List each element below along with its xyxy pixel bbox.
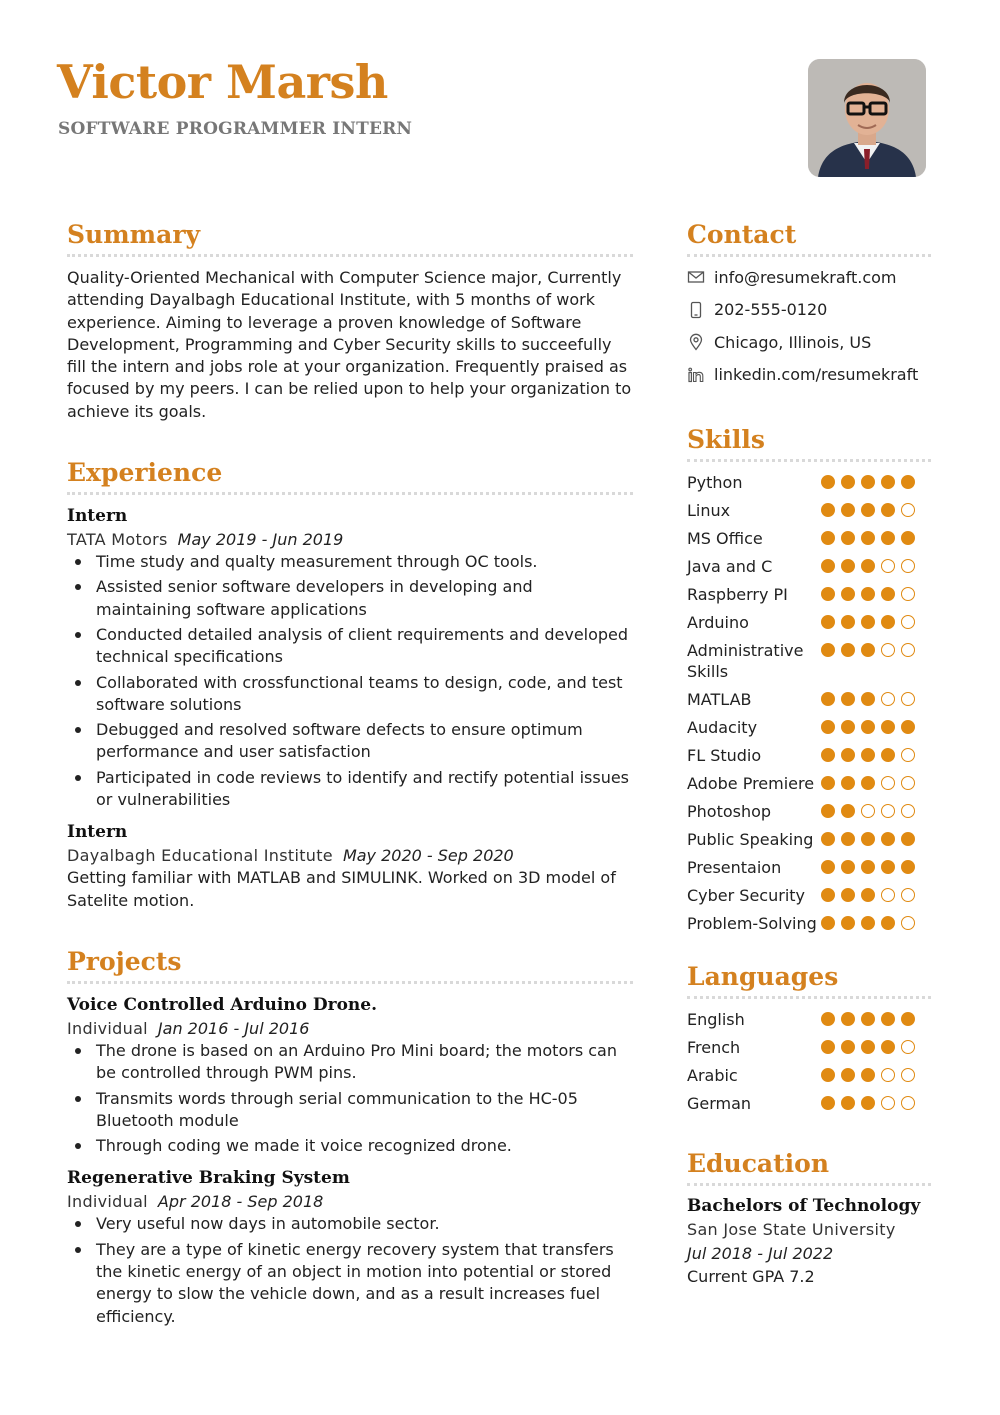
skill-row-name: Photoshop — [687, 801, 772, 821]
skill-row-name: FL Studio — [687, 745, 762, 765]
skill-row-rating — [821, 773, 915, 790]
skill-row-rating — [821, 745, 915, 762]
rating-dot-empty-icon — [901, 1068, 915, 1082]
rating-dot-empty-icon — [901, 692, 915, 706]
languages-section — [687, 960, 931, 1117]
phone-icon — [687, 301, 705, 319]
bullet-icon — [75, 1143, 81, 1149]
rating-dot-filled-icon — [841, 559, 855, 573]
rating-dot-empty-icon — [901, 776, 915, 790]
experience-divider — [67, 492, 633, 495]
skill-row-name: Linux — [687, 500, 731, 520]
bullet-item — [67, 576, 633, 621]
rating-dot-filled-icon — [861, 1096, 875, 1110]
education-school: San Jose State University — [687, 1220, 896, 1239]
rating-dot-filled-icon — [901, 1012, 915, 1026]
skill-row-rating — [821, 500, 915, 517]
rating-dot-filled-icon — [861, 1068, 875, 1082]
bullet-item — [67, 767, 633, 812]
skills-heading: Skills — [687, 425, 765, 454]
skill-row — [687, 853, 931, 881]
contact-phone-text: 202-555-0120 — [714, 300, 828, 320]
rating-dot-filled-icon — [861, 916, 875, 930]
rating-dot-filled-icon — [821, 615, 835, 629]
bullet-text: Through coding we made it voice recognized drone. — [96, 1136, 512, 1156]
rating-dot-filled-icon — [821, 1012, 835, 1026]
rating-dot-filled-icon — [841, 804, 855, 818]
skill-row-rating — [821, 584, 915, 601]
rating-dot-filled-icon — [861, 531, 875, 545]
rating-dot-filled-icon — [881, 615, 895, 629]
bullet-icon — [75, 680, 81, 686]
contact-divider — [687, 254, 931, 257]
skill-row — [687, 713, 931, 741]
rating-dot-filled-icon — [841, 1096, 855, 1110]
bullet-text: Debugged and resolved software defects to ensure optimum performance and user satisfaction — [96, 720, 583, 762]
rating-dot-filled-icon — [881, 587, 895, 601]
skill-row-rating — [821, 556, 915, 573]
summary-text: Quality-Oriented Mechanical with Computer Science major, Currently attending Dayalbagh Educational Institute, with 5 months of work experience. Aiming to leverage a proven knowledge of Software Development, Programming and Cyber Security skills to succeefully fill the intern and jobs role at your organization. Frequently praised as focused by my peers. I can be relied upon to help your organization to achieve its goals. — [67, 268, 632, 421]
bullet-text: Time study and qualty measurement through OC tools. — [96, 552, 538, 572]
rating-dot-empty-icon — [881, 643, 895, 657]
rating-dot-filled-icon — [861, 832, 875, 846]
rating-dot-filled-icon — [861, 1040, 875, 1054]
skill-row — [687, 685, 931, 713]
rating-dot-filled-icon — [841, 888, 855, 902]
skill-row-name: Cyber Security — [687, 885, 806, 905]
project-title: Voice Controlled Arduino Drone. — [67, 994, 378, 1015]
language-row — [687, 1089, 931, 1117]
rating-dot-filled-icon — [821, 559, 835, 573]
job-title: Intern — [67, 506, 128, 527]
skills-divider — [687, 459, 931, 462]
rating-dot-empty-icon — [881, 559, 895, 573]
bullet-item — [67, 624, 633, 669]
project-title: Regenerative Braking System — [67, 1168, 350, 1189]
rating-dot-empty-icon — [901, 888, 915, 902]
job-entry — [67, 821, 633, 912]
contact-linkedin-text: linkedin.com/resumekraft — [714, 365, 919, 385]
job-dates: May 2020 - Sep 2020 — [342, 846, 514, 866]
rating-dot-filled-icon — [881, 1012, 895, 1026]
bullet-text: Conducted detailed analysis of client requirements and developed technical specifications — [96, 624, 629, 667]
education-gpa: Current GPA 7.2 — [687, 1267, 815, 1286]
skill-row-name: Public Speaking — [687, 829, 814, 849]
rating-dot-filled-icon — [841, 692, 855, 706]
project-bullets — [67, 1213, 633, 1327]
rating-dot-filled-icon — [821, 1068, 835, 1082]
rating-dot-filled-icon — [821, 860, 835, 874]
job-meta — [67, 844, 633, 867]
skill-row-rating — [821, 640, 915, 657]
skill-row-name: Java and C — [687, 556, 773, 576]
rating-dot-filled-icon — [821, 888, 835, 902]
skill-row-name: Adobe Premiere — [687, 773, 815, 793]
rating-dot-filled-icon — [881, 531, 895, 545]
rating-dot-filled-icon — [821, 720, 835, 734]
rating-dot-empty-icon — [901, 503, 915, 517]
rating-dot-empty-icon — [901, 748, 915, 762]
rating-dot-filled-icon — [821, 776, 835, 790]
project-organization: Individual — [67, 1018, 148, 1038]
languages-heading: Languages — [687, 962, 839, 991]
rating-dot-filled-icon — [841, 1068, 855, 1082]
bullet-item — [67, 551, 633, 573]
contact-linkedin[interactable] — [687, 359, 931, 392]
rating-dot-filled-icon — [841, 860, 855, 874]
contact-location — [687, 326, 931, 359]
language-row-rating — [821, 1093, 915, 1110]
rating-dot-empty-icon — [881, 692, 895, 706]
rating-dot-filled-icon — [861, 587, 875, 601]
job-organization: Dayalbagh Educational Institute — [67, 846, 333, 866]
left-column — [67, 218, 633, 1331]
bullet-icon — [75, 1048, 81, 1054]
skill-row-name: MATLAB — [687, 689, 752, 709]
rating-dot-filled-icon — [881, 475, 895, 489]
job-bullets — [67, 551, 633, 811]
rating-dot-filled-icon — [821, 804, 835, 818]
rating-dot-filled-icon — [881, 860, 895, 874]
rating-dot-empty-icon — [881, 804, 895, 818]
language-row-name: French — [687, 1037, 741, 1057]
rating-dot-filled-icon — [821, 916, 835, 930]
rating-dot-filled-icon — [861, 776, 875, 790]
skill-row — [687, 552, 931, 580]
bullet-text: Transmits words through serial communication to the HC-05 Bluetooth module — [96, 1088, 578, 1130]
education-section — [687, 1147, 931, 1289]
bullet-text: They are a type of kinetic energy recovery system that transfers the kinetic energy of an object in motion into potential or stored energy to slow the vehicle down, and as a result increases fuel efficiency. — [96, 1239, 614, 1326]
rating-dot-filled-icon — [841, 748, 855, 762]
project-meta — [67, 1017, 633, 1040]
bullet-item — [67, 672, 633, 717]
rating-dot-filled-icon — [841, 587, 855, 601]
rating-dot-filled-icon — [821, 503, 835, 517]
skill-row — [687, 909, 931, 937]
language-row-rating — [821, 1037, 915, 1054]
language-row-rating — [821, 1009, 915, 1026]
bullet-text: Very useful now days in automobile sector. — [96, 1214, 440, 1234]
rating-dot-empty-icon — [901, 1096, 915, 1110]
language-row-rating — [821, 1065, 915, 1082]
rating-dot-filled-icon — [841, 1040, 855, 1054]
skill-row-rating — [821, 472, 915, 489]
skill-row — [687, 468, 931, 496]
rating-dot-filled-icon — [821, 692, 835, 706]
location-pin-icon — [687, 333, 705, 351]
rating-dot-filled-icon — [861, 720, 875, 734]
bullet-text: Assisted senior software developers in developing and maintaining software applications — [96, 577, 533, 619]
education-degree: Bachelors of Technology — [687, 1196, 921, 1216]
languages-divider — [687, 996, 931, 999]
experience-section — [67, 456, 633, 912]
rating-dot-filled-icon — [861, 888, 875, 902]
language-row — [687, 1005, 931, 1033]
language-row-name: English — [687, 1009, 745, 1029]
rating-dot-filled-icon — [821, 475, 835, 489]
skill-row-name: Raspberry PI — [687, 584, 788, 604]
skill-row-rating — [821, 612, 915, 629]
skill-row — [687, 580, 931, 608]
bullet-item — [67, 1135, 633, 1157]
bullet-icon — [75, 632, 81, 638]
job-organization: TATA Motors — [67, 530, 168, 550]
rating-dot-empty-icon — [901, 559, 915, 573]
skill-row-rating — [821, 717, 915, 734]
rating-dot-filled-icon — [821, 832, 835, 846]
rating-dot-empty-icon — [901, 643, 915, 657]
education-heading: Education — [687, 1149, 830, 1178]
bullet-item — [67, 1213, 633, 1235]
rating-dot-empty-icon — [881, 1068, 895, 1082]
rating-dot-filled-icon — [821, 1040, 835, 1054]
rating-dot-empty-icon — [901, 804, 915, 818]
language-row — [687, 1033, 931, 1061]
projects-section — [67, 945, 633, 1328]
rating-dot-filled-icon — [841, 531, 855, 545]
rating-dot-filled-icon — [821, 1096, 835, 1110]
rating-dot-filled-icon — [901, 860, 915, 874]
languages-list — [687, 1005, 931, 1117]
job-dates: May 2019 - Jun 2019 — [177, 530, 344, 550]
language-row-name: Arabic — [687, 1065, 738, 1085]
bullet-item — [67, 719, 633, 764]
rating-dot-filled-icon — [861, 643, 875, 657]
rating-dot-filled-icon — [881, 1040, 895, 1054]
experience-heading: Experience — [67, 458, 223, 488]
rating-dot-empty-icon — [901, 587, 915, 601]
rating-dot-filled-icon — [841, 832, 855, 846]
bullet-text: The drone is based on an Arduino Pro Mini board; the motors can be controlled through PWM pins. — [96, 1040, 617, 1083]
bullet-icon — [75, 584, 81, 590]
skill-row-name: Python — [687, 472, 743, 492]
skill-row-name: Presentaion — [687, 857, 782, 877]
rating-dot-filled-icon — [901, 720, 915, 734]
email-icon — [687, 268, 705, 286]
rating-dot-filled-icon — [861, 503, 875, 517]
project-organization: Individual — [67, 1192, 148, 1212]
skill-row-name: Administrative Skills — [687, 640, 804, 681]
rating-dot-filled-icon — [881, 748, 895, 762]
skill-row-rating — [821, 801, 915, 818]
skill-row-name: MS Office — [687, 528, 763, 548]
rating-dot-empty-icon — [901, 1040, 915, 1054]
bullet-icon — [75, 1096, 81, 1102]
contact-email[interactable] — [687, 261, 931, 294]
profile-photo — [808, 59, 926, 177]
project-entry — [67, 1167, 633, 1327]
contact-section — [687, 218, 931, 391]
skill-row — [687, 797, 931, 825]
right-column — [687, 218, 931, 1289]
bullet-item — [67, 1088, 633, 1133]
skill-row — [687, 636, 931, 685]
bullet-icon — [75, 727, 81, 733]
rating-dot-filled-icon — [821, 748, 835, 762]
candidate-name: Victor Marsh — [57, 55, 388, 109]
skill-row — [687, 608, 931, 636]
rating-dot-filled-icon — [841, 615, 855, 629]
skill-row — [687, 881, 931, 909]
bullet-item — [67, 1239, 633, 1328]
project-meta — [67, 1190, 633, 1213]
bullet-text: Participated in code reviews to identify and rectify potential issues or vulnerabilities — [96, 767, 630, 810]
rating-dot-filled-icon — [841, 776, 855, 790]
language-row-name: German — [687, 1093, 752, 1113]
skill-row-name: Problem-Solving — [687, 913, 817, 933]
project-entry — [67, 994, 633, 1157]
rating-dot-filled-icon — [841, 503, 855, 517]
job-entry — [67, 505, 633, 811]
bullet-icon — [75, 1221, 81, 1227]
rating-dot-empty-icon — [881, 1096, 895, 1110]
rating-dot-filled-icon — [841, 720, 855, 734]
rating-dot-filled-icon — [841, 475, 855, 489]
projects-divider — [67, 981, 633, 984]
skill-row-name: Arduino — [687, 612, 749, 632]
projects-heading: Projects — [67, 946, 182, 976]
rating-dot-filled-icon — [861, 860, 875, 874]
rating-dot-filled-icon — [861, 1012, 875, 1026]
rating-dot-filled-icon — [901, 832, 915, 846]
project-dates: Apr 2018 - Sep 2018 — [157, 1192, 324, 1212]
bullet-item — [67, 1040, 633, 1085]
summary-divider — [67, 254, 633, 257]
rating-dot-filled-icon — [821, 531, 835, 545]
skills-section — [687, 423, 931, 937]
skill-row-name: Audacity — [687, 717, 758, 737]
rating-dot-filled-icon — [861, 748, 875, 762]
skills-list — [687, 468, 931, 937]
skill-row — [687, 524, 931, 552]
rating-dot-empty-icon — [881, 776, 895, 790]
skill-row — [687, 769, 931, 797]
rating-dot-filled-icon — [841, 643, 855, 657]
rating-dot-filled-icon — [861, 692, 875, 706]
rating-dot-filled-icon — [841, 916, 855, 930]
rating-dot-empty-icon — [861, 804, 875, 818]
job-title: Intern — [67, 822, 128, 843]
skill-row — [687, 825, 931, 853]
education-dates: Jul 2018 - Jul 2022 — [687, 1243, 834, 1263]
rating-dot-empty-icon — [881, 888, 895, 902]
project-bullets — [67, 1040, 633, 1157]
skill-row-rating — [821, 913, 915, 930]
rating-dot-filled-icon — [861, 475, 875, 489]
rating-dot-filled-icon — [901, 531, 915, 545]
rating-dot-filled-icon — [901, 475, 915, 489]
skill-row-rating — [821, 885, 915, 902]
rating-dot-filled-icon — [881, 503, 895, 517]
language-row — [687, 1061, 931, 1089]
bullet-icon — [75, 1247, 81, 1253]
summary-section — [67, 218, 633, 423]
rating-dot-filled-icon — [861, 559, 875, 573]
skill-row-rating — [821, 689, 915, 706]
rating-dot-filled-icon — [841, 1012, 855, 1026]
skill-row — [687, 741, 931, 769]
linkedin-icon — [687, 366, 705, 384]
rating-dot-filled-icon — [821, 587, 835, 601]
rating-dot-empty-icon — [901, 916, 915, 930]
education-divider — [687, 1183, 931, 1186]
skill-row-rating — [821, 528, 915, 545]
bullet-icon — [75, 559, 81, 565]
skill-row-rating — [821, 829, 915, 846]
skill-row — [687, 496, 931, 524]
summary-heading: Summary — [67, 220, 201, 249]
contact-phone[interactable] — [687, 294, 931, 327]
job-meta — [67, 528, 633, 551]
contact-email-text: info@resumekraft.com — [714, 267, 897, 287]
job-description: Getting familiar with MATLAB and SIMULINK. Worked on 3D model of Satelite motion. — [67, 868, 616, 910]
contact-heading: Contact — [687, 220, 797, 249]
bullet-icon — [75, 775, 81, 781]
rating-dot-filled-icon — [881, 832, 895, 846]
rating-dot-filled-icon — [881, 916, 895, 930]
candidate-role: SOFTWARE PROGRAMMER INTERN — [58, 119, 413, 139]
skill-row-rating — [821, 857, 915, 874]
rating-dot-filled-icon — [821, 643, 835, 657]
rating-dot-filled-icon — [881, 720, 895, 734]
project-dates: Jan 2016 - Jul 2016 — [157, 1018, 310, 1038]
bullet-text: Collaborated with crossfunctional teams to design, code, and test software solutions — [96, 672, 623, 714]
rating-dot-empty-icon — [901, 615, 915, 629]
contact-location-text: Chicago, Illinois, US — [714, 332, 872, 352]
rating-dot-filled-icon — [861, 615, 875, 629]
